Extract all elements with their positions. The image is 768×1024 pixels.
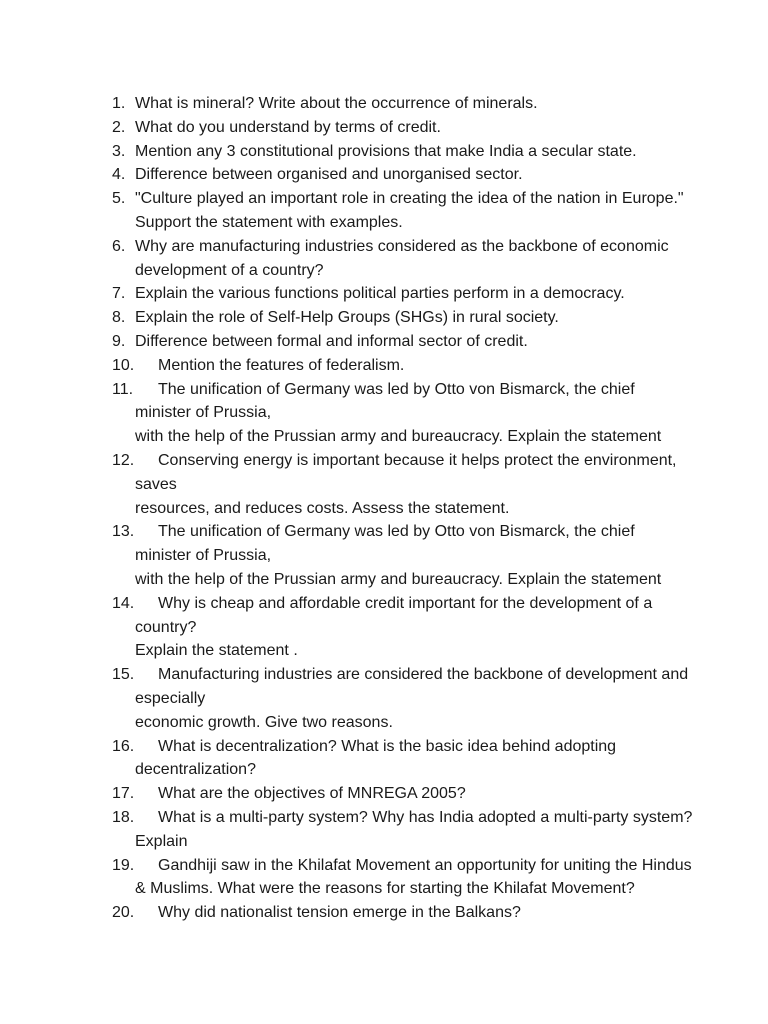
question-item-20 bbox=[112, 901, 752, 925]
question-item-1 bbox=[112, 92, 752, 116]
question-text-line: Explain bbox=[135, 832, 188, 850]
question-item-5 bbox=[112, 187, 752, 235]
question-text-line: What do you understand by terms of credit. bbox=[135, 118, 441, 136]
question-text-line: Difference between formal and informal sector of credit. bbox=[135, 332, 528, 350]
question-text-line: What is mineral? Write about the occurrence of minerals. bbox=[135, 95, 538, 112]
question-text-line: with the help of the Prussian army and bureaucracy. Explain the statement bbox=[135, 428, 662, 446]
question-item-16 bbox=[112, 735, 752, 783]
question-text-line: Explain the various functions political parties perform in a democracy. bbox=[135, 285, 625, 303]
question-item-13 bbox=[112, 520, 752, 591]
question-item-9 bbox=[112, 330, 752, 354]
question-number: 9. bbox=[112, 332, 126, 350]
question-text-line: The unification of Germany was led by Otto von Bismarck, the chief bbox=[158, 380, 635, 398]
question-number: 13. bbox=[112, 523, 135, 541]
question-text-line: Explain the statement . bbox=[135, 642, 298, 660]
question-number: 5. bbox=[112, 190, 126, 208]
question-number: 18. bbox=[112, 808, 135, 826]
question-item-15 bbox=[112, 663, 752, 734]
question-text-line: Gandhiji saw in the Khilafat Movement an opportunity for uniting the Hindus bbox=[158, 856, 692, 874]
question-number: 1. bbox=[112, 95, 126, 112]
question-number: 16. bbox=[112, 737, 135, 755]
question-item-4 bbox=[112, 163, 752, 187]
question-item-8 bbox=[112, 306, 752, 330]
question-text-line: Why are manufacturing industries considered as the backbone of economic bbox=[135, 237, 669, 255]
question-item-6 bbox=[112, 235, 752, 283]
question-text-line: Why is cheap and affordable credit important for the development of a bbox=[158, 594, 653, 612]
question-text-line: minister of Prussia, bbox=[135, 547, 272, 565]
question-number: 17. bbox=[112, 785, 135, 803]
question-text-line: Explain the role of Self-Help Groups (SHGs) in rural society. bbox=[135, 309, 559, 327]
question-text-line: especially bbox=[135, 689, 206, 707]
question-text-line: saves bbox=[135, 475, 177, 493]
question-item-10 bbox=[112, 354, 752, 378]
question-number: 20. bbox=[112, 904, 135, 922]
question-text-line: Support the statement with examples. bbox=[135, 213, 403, 231]
question-text-line: Mention any 3 constitutional provisions that make India a secular state. bbox=[135, 142, 637, 160]
question-item-7 bbox=[112, 282, 752, 306]
question-text-line: country? bbox=[135, 618, 197, 636]
question-item-3 bbox=[112, 140, 752, 164]
question-item-14 bbox=[112, 592, 752, 663]
question-text-line: Mention the features of federalism. bbox=[158, 356, 405, 374]
question-item-19 bbox=[112, 854, 752, 902]
question-item-17 bbox=[112, 782, 752, 806]
question-text-line: with the help of the Prussian army and bureaucracy. Explain the statement bbox=[135, 570, 662, 588]
question-text-line: What is decentralization? What is the basic idea behind adopting bbox=[158, 737, 617, 755]
question-text-line: Difference between organised and unorganised sector. bbox=[135, 166, 523, 184]
question-number: 3. bbox=[112, 142, 126, 160]
question-item-2 bbox=[112, 116, 752, 140]
question-text-line: & Muslims. What were the reasons for starting the Khilafat Movement? bbox=[135, 880, 635, 898]
question-text-line: Conserving energy is important because it helps protect the environment, bbox=[158, 451, 677, 469]
question-number: 12. bbox=[112, 451, 135, 469]
question-number: 10. bbox=[112, 356, 135, 374]
question-text-line: resources, and reduces costs. Assess the statement. bbox=[135, 499, 510, 517]
question-item-11 bbox=[112, 378, 752, 449]
question-number: 7. bbox=[112, 285, 126, 303]
question-text-line: What are the objectives of MNREGA 2005? bbox=[158, 785, 466, 803]
question-item-18 bbox=[112, 806, 752, 854]
question-number: 14. bbox=[112, 594, 135, 612]
question-number: 19. bbox=[112, 856, 135, 874]
question-text-line: decentralization? bbox=[135, 761, 256, 779]
question-text-line: economic growth. Give two reasons. bbox=[135, 713, 393, 731]
question-number: 4. bbox=[112, 166, 126, 184]
question-text-line: The unification of Germany was led by Otto von Bismarck, the chief bbox=[158, 523, 635, 541]
question-number: 15. bbox=[112, 666, 135, 684]
question-number: 2. bbox=[112, 118, 126, 136]
question-text-line: What is a multi-party system? Why has India adopted a multi-party system? bbox=[158, 808, 693, 826]
question-text-line: Why did nationalist tension emerge in the Balkans? bbox=[158, 904, 521, 922]
question-number: 11. bbox=[112, 380, 134, 398]
question-number: 6. bbox=[112, 237, 126, 255]
question-list bbox=[112, 92, 752, 925]
question-number: 8. bbox=[112, 309, 126, 327]
question-text-line: minister of Prussia, bbox=[135, 404, 272, 422]
question-item-12 bbox=[112, 449, 752, 520]
question-text-line: "Culture played an important role in creating the idea of the nation in Europe." bbox=[135, 190, 684, 208]
question-text-line: Manufacturing industries are considered the backbone of development and bbox=[158, 666, 689, 684]
question-text-line: development of a country? bbox=[135, 261, 324, 279]
